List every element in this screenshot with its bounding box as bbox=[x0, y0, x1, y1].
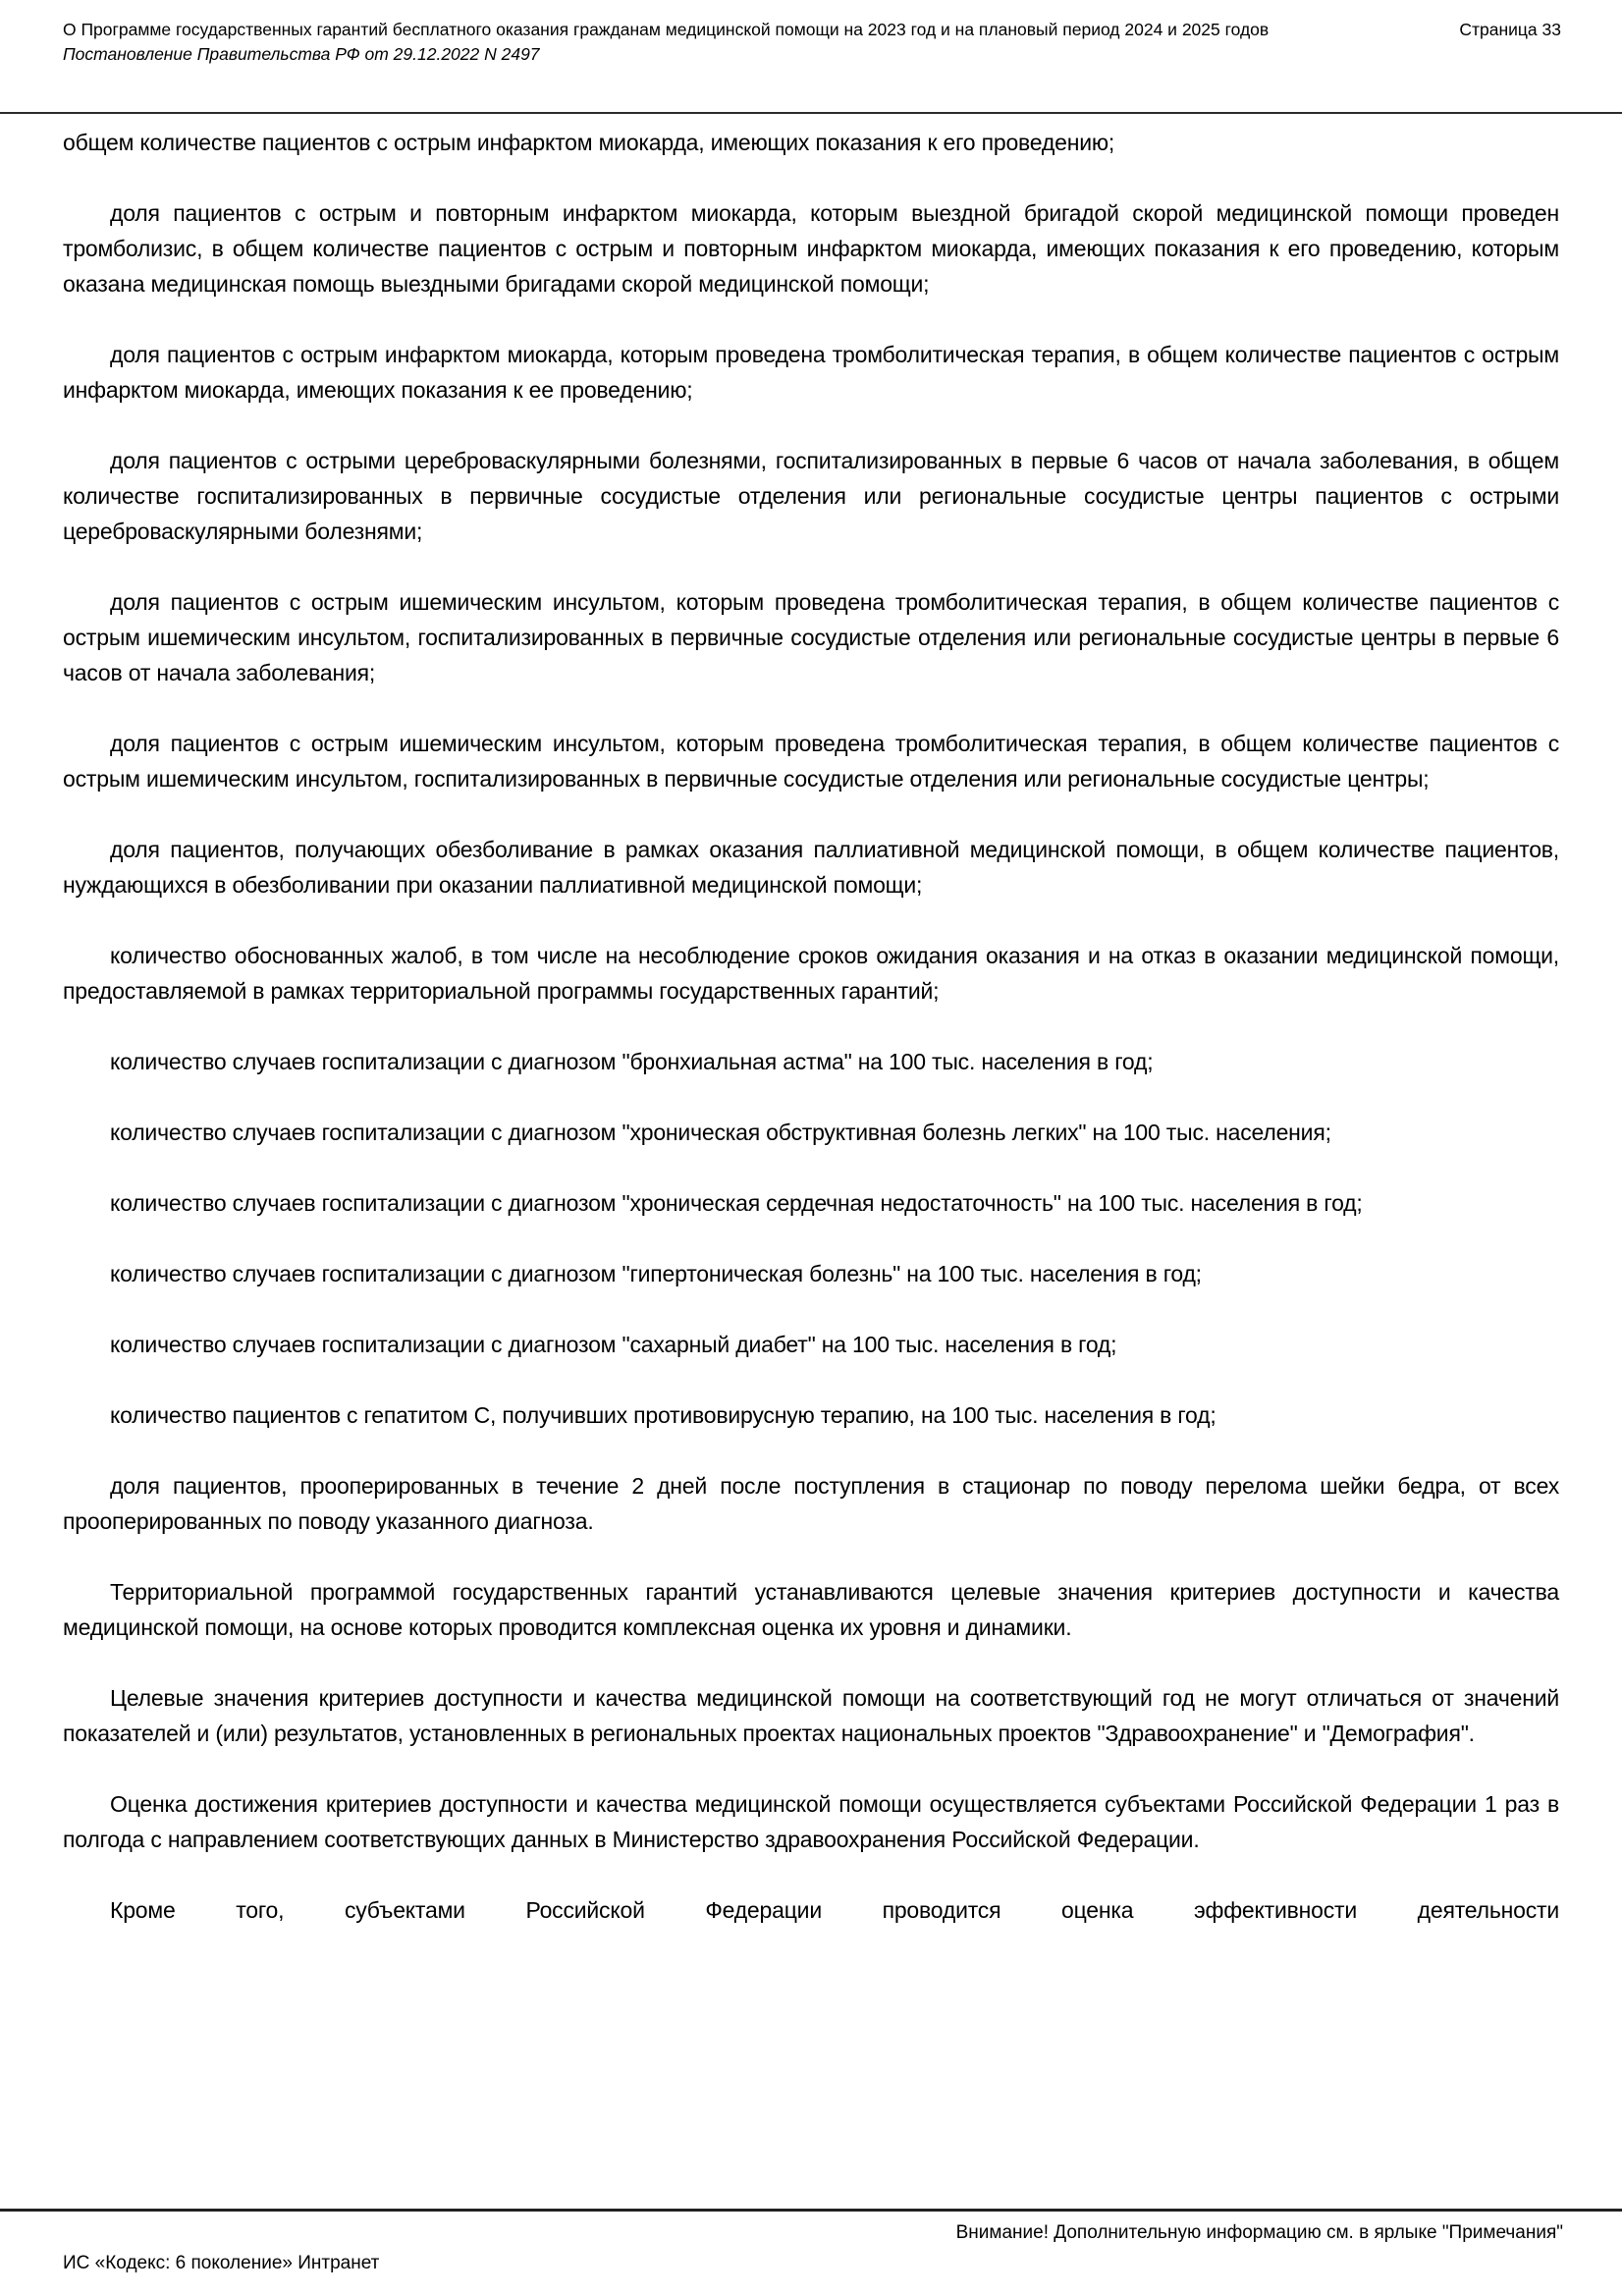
body-paragraph: доля пациентов с острым инфарктом миокарда, которым проведена тромболитическая терапия, в общем количестве пациентов с острым инфарктом миокарда, имеющих показания к ее проведению; bbox=[63, 342, 1559, 403]
body-paragraph: Кроме того, субъектами Российской Федерации проводится оценка эффективности деятельности bbox=[110, 1897, 1559, 1923]
body-paragraph: доля пациентов с острым ишемическим инсультом, которым проведена тромболитическая терапия, в общем количестве пациентов с острым ишемическим инсультом, госпитализированных в первичные сосудистые отделения или региональные сосудистые центры в первые 6 часов от начала заболевания; bbox=[63, 589, 1559, 685]
body-paragraph: доля пациентов с острым ишемическим инсультом, которым проведена тромболитическая терапия, в общем количестве пациентов с острым ишемическим инсультом, госпитализированных в первичные сосудистые отделения или региональные сосудистые центры; bbox=[63, 731, 1559, 792]
body-paragraph: количество обоснованных жалоб, в том числе на несоблюдение сроков ожидания оказания и на отказ в оказании медицинской помощи, предоставляемой в рамках территориальной программы государственных гарантий; bbox=[63, 943, 1559, 1004]
document-title: О Программе государственных гарантий бесплатного оказания гражданам медицинской помощи на 2023 год и на плановый период 2024 и 2025 годов bbox=[63, 20, 1270, 39]
page-header bbox=[63, 18, 1561, 67]
body-paragraph: доля пациентов с острыми цереброваскулярными болезнями, госпитализированных в первые 6 часов от начала заболевания, в общем количестве госпитализированных в первичные сосудистые отделения или региональные сосудистые центры пациентов с острыми цереброваскулярными болезнями; bbox=[63, 448, 1559, 544]
body-paragraph: Целевые значения критериев доступности и качества медицинской помощи на соответствующий год не могут отличаться от значений показателей и (или) результатов, установленных в региональных проектах национальных проектов "Здравоохранение" и "Демография". bbox=[63, 1685, 1559, 1746]
body-paragraph: Территориальной программой государственных гарантий устанавливаются целевые значения критериев доступности и качества медицинской помощи, на основе которых проводится комплексная оценка их уровня и динамики. bbox=[63, 1579, 1559, 1640]
page-number: Страница 33 bbox=[1459, 20, 1561, 39]
footer-system-label: ИС «Кодекс: 6 поколение» Интранет bbox=[63, 2253, 380, 2273]
body-paragraph: общем количестве пациентов с острым инфарктом миокарда, имеющих показания к его проведению; bbox=[63, 130, 1115, 155]
body-paragraph: доля пациентов, получающих обезболивание в рамках оказания паллиативной медицинской помощи, в общем количестве пациентов, нуждающихся в обезболивании при оказании паллиативной медицинской помощи; bbox=[63, 837, 1559, 898]
body-paragraph: доля пациентов с острым и повторным инфарктом миокарда, которым выездной бригадой скорой медицинской помощи проведен тромболизис, в общем количестве пациентов с острым и повторным инфарктом миокарда, имеющих показания к его проведению, которым оказана медицинская помощь выездными бригадами скорой медицинской помощи; bbox=[63, 200, 1559, 297]
document-body bbox=[63, 125, 1559, 1963]
document-reference: Постановление Правительства РФ от 29.12.2022 N 2497 bbox=[63, 44, 540, 64]
footer-divider bbox=[0, 2209, 1622, 2212]
header-title-row bbox=[63, 18, 1561, 42]
body-paragraph: количество случаев госпитализации с диагнозом "хроническая обструктивная болезнь легких" на 100 тыс. населения; bbox=[110, 1120, 1331, 1145]
body-paragraph: доля пациентов, прооперированных в течение 2 дней после поступления в стационар по поводу перелома шейки бедра, от всех прооперированных по поводу указанного диагноза. bbox=[63, 1473, 1559, 1534]
body-paragraph: количество случаев госпитализации с диагнозом "бронхиальная астма" на 100 тыс. населения в год; bbox=[110, 1049, 1154, 1074]
body-paragraph: количество случаев госпитализации с диагнозом "гипертоническая болезнь" на 100 тыс. населения в год; bbox=[110, 1261, 1202, 1286]
body-paragraph: количество пациентов с гепатитом C, получивших противовирусную терапию, на 100 тыс. населения в год; bbox=[110, 1402, 1216, 1428]
body-paragraph: количество случаев госпитализации с диагнозом "сахарный диабет" на 100 тыс. населения в год; bbox=[110, 1332, 1117, 1357]
footer-notice: Внимание! Дополнительную информацию см. в ярлыке "Примечания" bbox=[955, 2222, 1563, 2243]
header-divider bbox=[0, 112, 1622, 114]
body-paragraph: Оценка достижения критериев доступности и качества медицинской помощи осуществляется субъектами Российской Федерации 1 раз в полгода с направлением соответствующих данных в Министерство здравоохранения Российской Федерации. bbox=[63, 1791, 1559, 1852]
body-paragraph: количество случаев госпитализации с диагнозом "хроническая сердечная недостаточность" на 100 тыс. населения в год; bbox=[110, 1190, 1363, 1216]
